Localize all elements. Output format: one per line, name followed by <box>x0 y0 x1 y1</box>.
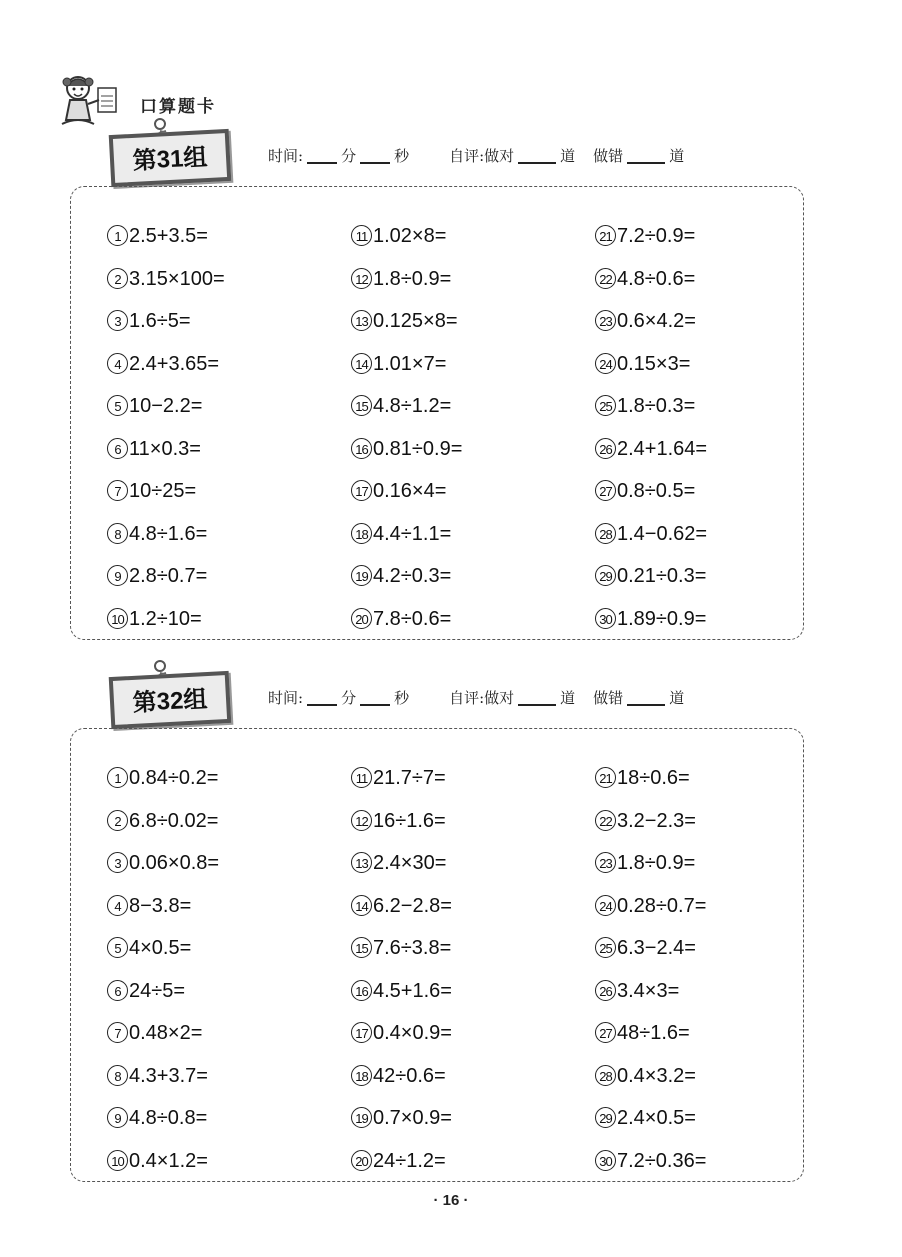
card-title: 口算题卡 <box>140 97 216 117</box>
problem-item <box>351 978 452 1004</box>
problem-item <box>351 850 446 876</box>
wrong-blank[interactable] <box>627 162 665 164</box>
problem-number: 5 <box>107 395 128 416</box>
problem-item <box>107 478 196 504</box>
problem-expression: 0.4×0.9= <box>373 1022 452 1044</box>
problem-expression: 3.2−2.3= <box>617 809 696 832</box>
correct-blank[interactable] <box>518 704 556 706</box>
minutes-blank[interactable] <box>307 704 337 706</box>
problem-number: 27 <box>595 480 616 501</box>
problem-number: 21 <box>595 767 616 788</box>
problem-item <box>351 223 446 249</box>
score-line <box>268 687 684 708</box>
problem-item <box>107 1063 208 1089</box>
problem-expression: 2.5+3.5= <box>129 225 208 247</box>
problem-number: 28 <box>595 1065 616 1086</box>
problem-expression: 7.8÷0.6= <box>373 607 452 630</box>
problem-number: 5 <box>107 937 128 958</box>
problem-expression: 2.4+3.65= <box>129 352 220 375</box>
problem-item <box>107 606 202 632</box>
problem-item <box>107 308 191 334</box>
dao-label: 道 <box>560 689 576 707</box>
problem-expression: 4.4÷1.1= <box>373 522 452 545</box>
problem-item <box>107 563 207 589</box>
problem-expression: 1.01×7= <box>373 352 447 375</box>
problem-item <box>351 308 458 334</box>
problem-number: 15 <box>351 395 372 416</box>
problem-number: 23 <box>595 852 616 873</box>
problem-item <box>595 521 707 547</box>
problem-expression: 0.21÷0.3= <box>617 565 707 587</box>
problem-item <box>595 935 696 961</box>
group-title: 第32组 <box>132 686 209 717</box>
correct-label: 自评:做对 <box>449 689 515 707</box>
seconds-blank[interactable] <box>360 162 390 164</box>
problem-expression: 3.4×3= <box>617 979 680 1002</box>
problem-number: 29 <box>595 565 616 586</box>
problem-expression: 7.6÷3.8= <box>373 937 452 959</box>
problem-expression: 1.02×8= <box>373 225 447 247</box>
problem-item <box>107 436 201 462</box>
minutes-label: 分 <box>341 147 357 165</box>
problem-item <box>107 1105 207 1131</box>
group-32-section <box>0 660 902 1184</box>
problem-expression: 0.4×1.2= <box>129 1149 208 1172</box>
problem-number: 14 <box>351 895 372 916</box>
problem-number: 29 <box>595 1107 616 1128</box>
problem-item <box>595 223 695 249</box>
problem-expression: 0.06×0.8= <box>129 852 220 874</box>
problem-number: 30 <box>595 1150 616 1171</box>
problem-item <box>595 308 696 334</box>
problem-item <box>351 478 446 504</box>
problem-number: 1 <box>107 225 128 246</box>
problem-item <box>595 808 696 834</box>
wrong-blank[interactable] <box>627 704 665 706</box>
problem-number: 27 <box>595 1022 616 1043</box>
minutes-label: 分 <box>341 689 357 707</box>
problem-item <box>595 436 707 462</box>
problem-item <box>107 978 185 1004</box>
problem-expression: 4.8÷0.6= <box>617 267 696 290</box>
problem-expression: 4.8÷0.8= <box>129 1107 208 1129</box>
problem-number: 19 <box>351 565 372 586</box>
problem-expression: 7.2÷0.9= <box>617 225 696 247</box>
problem-number: 2 <box>107 268 128 289</box>
problem-expression: 0.28÷0.7= <box>617 894 707 917</box>
problem-number: 8 <box>107 1065 128 1086</box>
problem-item <box>595 1105 696 1131</box>
problem-number: 28 <box>595 523 616 544</box>
problem-item <box>595 850 695 876</box>
dao-label: 道 <box>669 147 685 165</box>
problem-number: 12 <box>351 268 372 289</box>
problem-expression: 2.4×0.5= <box>617 1107 696 1129</box>
correct-label: 自评:做对 <box>449 147 515 165</box>
problem-number: 13 <box>351 310 372 331</box>
problem-number: 7 <box>107 1022 128 1043</box>
problem-expression: 0.16×4= <box>373 480 447 502</box>
problem-number: 16 <box>351 980 372 1001</box>
problem-expression: 16÷1.6= <box>373 809 446 832</box>
problem-expression: 4.2÷0.3= <box>373 565 452 587</box>
problem-expression: 0.7×0.9= <box>373 1107 452 1129</box>
problem-item <box>351 266 451 292</box>
hook-icon <box>154 118 166 130</box>
problem-expression: 48÷1.6= <box>617 1022 690 1044</box>
problem-number: 19 <box>351 1107 372 1128</box>
problem-number: 4 <box>107 895 128 916</box>
problem-number: 12 <box>351 810 372 831</box>
problem-item <box>107 223 208 249</box>
problem-expression: 1.8÷0.9= <box>617 852 696 874</box>
problem-item <box>351 935 451 961</box>
problem-item <box>351 563 451 589</box>
score-line <box>268 145 684 166</box>
problem-expression: 0.4×3.2= <box>617 1064 696 1087</box>
problem-number: 20 <box>351 1150 372 1171</box>
problem-item <box>107 521 207 547</box>
problem-number: 10 <box>107 1150 128 1171</box>
dao-label: 道 <box>560 147 576 165</box>
problem-number: 14 <box>351 353 372 374</box>
group-31-section <box>0 118 902 640</box>
problem-expression: 11×0.3= <box>129 437 201 460</box>
wrong-label: 做错 <box>593 147 624 165</box>
problem-item <box>595 978 679 1004</box>
problem-item <box>107 351 219 377</box>
problem-item <box>595 266 695 292</box>
problem-item <box>351 808 446 834</box>
time-label: 时间: <box>268 147 304 165</box>
dao-label: 道 <box>669 689 685 707</box>
problem-expression: 1.2÷10= <box>129 607 202 630</box>
problem-expression: 0.6×4.2= <box>617 310 696 332</box>
problem-box <box>70 728 804 1182</box>
problem-item <box>351 1020 452 1046</box>
minutes-blank[interactable] <box>307 162 337 164</box>
problem-expression: 1.8÷0.9= <box>373 267 452 290</box>
problem-number: 2 <box>107 810 128 831</box>
problem-item <box>595 893 706 919</box>
problem-number: 30 <box>595 608 616 629</box>
problem-item <box>107 393 202 419</box>
seconds-blank[interactable] <box>360 704 390 706</box>
problem-number: 1 <box>107 767 128 788</box>
seconds-label: 秒 <box>394 147 410 165</box>
problem-item <box>351 393 451 419</box>
problem-number: 25 <box>595 937 616 958</box>
problem-item <box>107 893 191 919</box>
problem-expression: 4.8÷1.6= <box>129 522 208 545</box>
problem-expression: 0.81÷0.9= <box>373 437 463 460</box>
problem-number: 3 <box>107 852 128 873</box>
problem-number: 3 <box>107 310 128 331</box>
problem-item <box>595 1020 690 1046</box>
problem-expression: 1.89÷0.9= <box>617 607 707 630</box>
problem-item <box>107 850 219 876</box>
group-title: 第31组 <box>132 144 209 175</box>
problem-number: 11 <box>351 767 372 788</box>
problem-expression: 4.3+3.7= <box>129 1064 208 1087</box>
problem-number: 7 <box>107 480 128 501</box>
problem-item <box>351 436 462 462</box>
problem-number: 22 <box>595 268 616 289</box>
problem-expression: 3.15×100= <box>129 267 225 290</box>
problem-item <box>107 935 191 961</box>
problem-number: 9 <box>107 565 128 586</box>
problem-expression: 6.2−2.8= <box>373 894 452 917</box>
problem-expression: 1.4−0.62= <box>617 522 708 545</box>
problem-number: 4 <box>107 353 128 374</box>
problem-expression: 0.48×2= <box>129 1022 203 1044</box>
problem-expression: 2.8÷0.7= <box>129 565 208 587</box>
problem-item <box>595 606 706 632</box>
problem-expression: 4.5+1.6= <box>373 979 452 1002</box>
problem-item <box>351 1063 446 1089</box>
problem-expression: 2.4+1.64= <box>617 437 708 460</box>
problem-number: 18 <box>351 1065 372 1086</box>
problem-item <box>595 1148 706 1174</box>
problem-expression: 42÷0.6= <box>373 1064 446 1087</box>
time-label: 时间: <box>268 689 304 707</box>
problem-expression: 8−3.8= <box>129 894 192 917</box>
problem-item <box>595 351 690 377</box>
group-sign <box>106 118 230 180</box>
problem-number: 17 <box>351 480 372 501</box>
problem-number: 26 <box>595 438 616 459</box>
problem-number: 16 <box>351 438 372 459</box>
problem-expression: 4×0.5= <box>129 937 192 959</box>
problem-number: 24 <box>595 353 616 374</box>
problem-item <box>107 808 218 834</box>
problem-number: 20 <box>351 608 372 629</box>
problem-number: 9 <box>107 1107 128 1128</box>
problem-expression: 2.4×30= <box>373 852 447 874</box>
problem-number: 17 <box>351 1022 372 1043</box>
problem-expression: 6.3−2.4= <box>617 937 696 959</box>
seconds-label: 秒 <box>394 689 410 707</box>
problem-expression: 24÷5= <box>129 979 186 1002</box>
problem-item <box>351 521 451 547</box>
problem-item <box>595 765 690 791</box>
wrong-label: 做错 <box>593 689 624 707</box>
problem-expression: 0.84÷0.2= <box>129 767 219 789</box>
problem-item <box>351 1105 452 1131</box>
problem-item <box>351 351 446 377</box>
problem-item <box>351 606 451 632</box>
problem-expression: 6.8÷0.02= <box>129 809 219 832</box>
problem-number: 6 <box>107 980 128 1001</box>
problem-number: 22 <box>595 810 616 831</box>
problem-expression: 18÷0.6= <box>617 767 690 789</box>
problem-number: 10 <box>107 608 128 629</box>
problem-number: 24 <box>595 895 616 916</box>
problem-number: 18 <box>351 523 372 544</box>
problem-number: 26 <box>595 980 616 1001</box>
problem-number: 25 <box>595 395 616 416</box>
problem-expression: 1.6÷5= <box>129 310 191 332</box>
problem-box <box>70 186 804 640</box>
problem-number: 11 <box>351 225 372 246</box>
problem-item <box>107 1020 202 1046</box>
problem-item <box>351 765 446 791</box>
problem-expression: 7.2÷0.36= <box>617 1149 707 1172</box>
problem-number: 8 <box>107 523 128 544</box>
problem-expression: 4.8÷1.2= <box>373 395 452 417</box>
correct-blank[interactable] <box>518 162 556 164</box>
problem-item <box>107 266 225 292</box>
problem-number: 6 <box>107 438 128 459</box>
group-sign <box>106 660 230 722</box>
problem-item <box>107 765 218 791</box>
problem-expression: 0.125×8= <box>373 310 458 332</box>
problem-item <box>595 1063 696 1089</box>
problem-item <box>595 393 695 419</box>
problem-expression: 21.7÷7= <box>373 767 446 789</box>
problem-expression: 0.8÷0.5= <box>617 480 696 502</box>
problem-item <box>351 1148 446 1174</box>
problem-item <box>351 893 452 919</box>
problem-number: 13 <box>351 852 372 873</box>
problem-number: 21 <box>595 225 616 246</box>
hook-icon <box>154 660 166 672</box>
problem-item <box>595 563 706 589</box>
problem-expression: 0.15×3= <box>617 352 691 375</box>
problem-expression: 24÷1.2= <box>373 1149 446 1172</box>
problem-expression: 10÷25= <box>129 480 197 502</box>
problem-item <box>595 478 695 504</box>
problem-expression: 1.8÷0.3= <box>617 395 696 417</box>
problem-item <box>107 1148 208 1174</box>
problem-number: 15 <box>351 937 372 958</box>
page-number: · 16 · <box>433 1192 469 1209</box>
problem-expression: 10−2.2= <box>129 395 203 417</box>
problem-number: 23 <box>595 310 616 331</box>
